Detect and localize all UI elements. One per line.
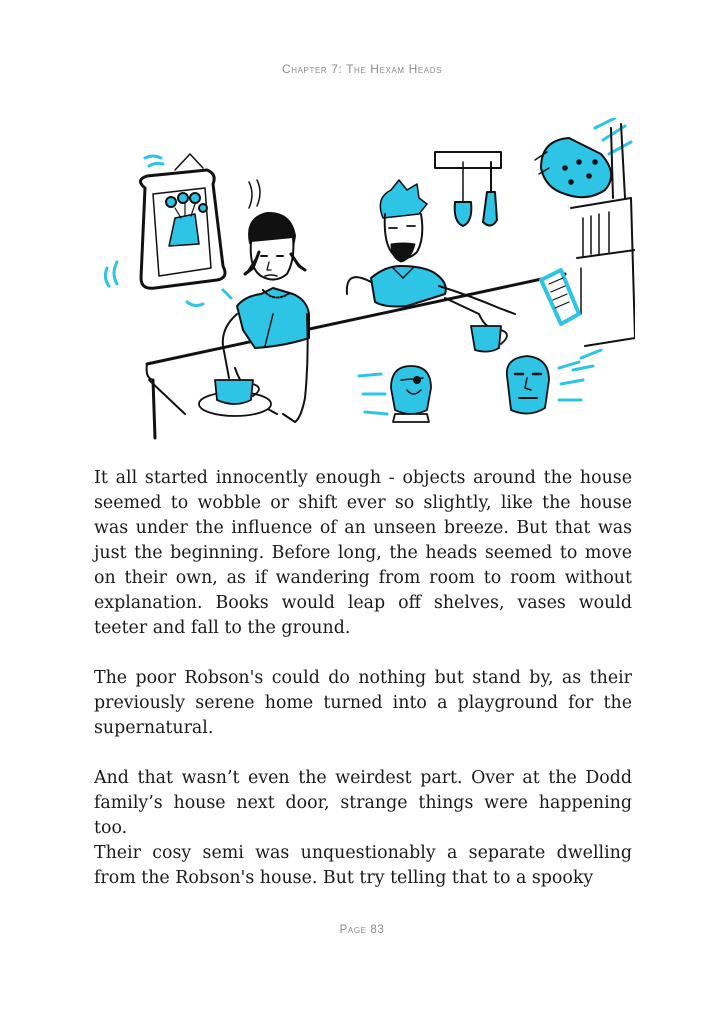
paragraph-1: It all started innocently enough - objects around the house seemed to wobble or shift ever so slightly, like the house was under the influence of an unseen breeze. But that was just the beginning. Before long, the heads seemed to move on their own, as if wandering from room to room without explanation. Books would leap off shelves, vases would teeter and fall to the ground. (94, 468, 632, 638)
mug-icon (471, 326, 507, 352)
kitchen-illustration (95, 118, 635, 448)
paragraph-2: The poor Robson's could do nothing but stand by, as their previously serene home turned into a playground for the supernatural. (94, 668, 632, 738)
paragraph-3: And that wasn’t even the weirdest part. Over at the Dodd family’s house next door, strange things were happening too. (94, 768, 632, 838)
flying-book-icon (541, 270, 579, 324)
stone-head-right-icon (507, 356, 549, 414)
teacup-icon (199, 380, 271, 416)
chapter-header: Chapter 7: The Hexam Heads (281, 62, 443, 76)
page-number: Page 83 (339, 924, 385, 936)
paragraph-4: Their cosy semi was unquestionably a separate dwelling from the Robson's house. But try telling that to a spooky (94, 843, 632, 888)
chapter-body-text (94, 466, 632, 891)
stone-head-left-icon (391, 366, 431, 422)
wall-picture-icon (140, 154, 225, 288)
vase-icon (535, 138, 611, 197)
table-icon (147, 274, 565, 438)
utensil-rack-icon (435, 152, 501, 226)
